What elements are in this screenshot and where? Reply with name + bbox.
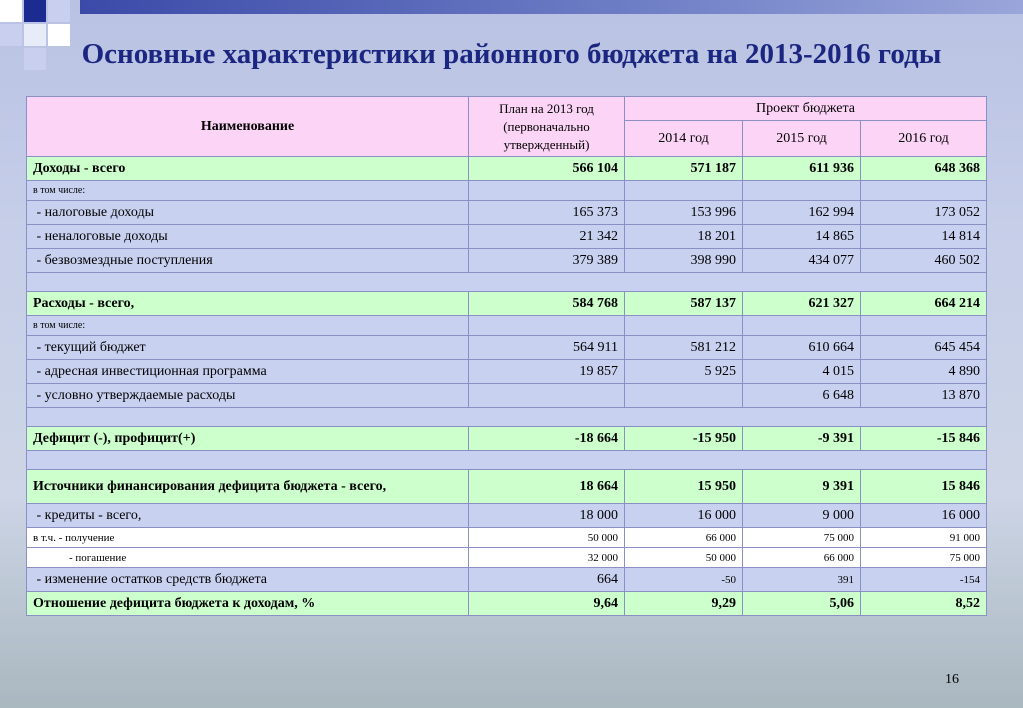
cell-2013: 165 373 [469, 201, 625, 225]
cell-2016: 16 000 [861, 504, 987, 528]
page-number: 16 [945, 672, 959, 687]
cell-2014: 587 137 [625, 292, 743, 316]
cell-2015: 9 391 [743, 470, 861, 504]
cell-2015: 434 077 [743, 249, 861, 273]
row-label: - кредиты - всего, [27, 504, 469, 528]
cell-2014: 581 212 [625, 336, 743, 360]
table-row [27, 225, 987, 249]
decor-square [24, 0, 46, 22]
row-label: - адресная инвестиционная программа [27, 360, 469, 384]
cell-2013: 32 000 [469, 548, 625, 568]
cell-2013: -18 664 [469, 427, 625, 451]
cell-2015: 610 664 [743, 336, 861, 360]
cell-2013 [469, 316, 625, 336]
cell-2016: 460 502 [861, 249, 987, 273]
spacer-row [27, 451, 987, 470]
row-label: - безвозмездные поступления [27, 249, 469, 273]
cell-2013: 18 664 [469, 470, 625, 504]
budget-table [26, 96, 987, 616]
cell-2014: 66 000 [625, 528, 743, 548]
table-row [27, 470, 987, 504]
cell-2013 [469, 181, 625, 201]
cell-2014 [625, 384, 743, 408]
cell-2016: 8,52 [861, 592, 987, 616]
cell-2014: 15 950 [625, 470, 743, 504]
cell-2014: 50 000 [625, 548, 743, 568]
cell-2015: 391 [743, 568, 861, 592]
cell-2016 [861, 316, 987, 336]
table-row [27, 504, 987, 528]
table-row [27, 181, 987, 201]
table-row [27, 427, 987, 451]
cell-2014 [625, 316, 743, 336]
cell-2014: 398 990 [625, 249, 743, 273]
table-row [27, 201, 987, 225]
table-row [27, 336, 987, 360]
table-row [27, 157, 987, 181]
cell-2016: 91 000 [861, 528, 987, 548]
table-row [27, 548, 987, 568]
table-row [27, 249, 987, 273]
row-label: Отношение дефицита бюджета к доходам, % [27, 592, 469, 616]
cell-2016: 13 870 [861, 384, 987, 408]
cell-2013: 566 104 [469, 157, 625, 181]
cell-2015 [743, 181, 861, 201]
cell-2016: 75 000 [861, 548, 987, 568]
cell-2016: 645 454 [861, 336, 987, 360]
top-decor-bar [80, 0, 1023, 14]
cell-2013: 564 911 [469, 336, 625, 360]
cell-2014: 16 000 [625, 504, 743, 528]
decor-square [48, 0, 70, 22]
cell-2015 [743, 316, 861, 336]
cell-2015: 9 000 [743, 504, 861, 528]
cell-2014: 571 187 [625, 157, 743, 181]
row-label: - погашение [27, 548, 469, 568]
cell-2016: 648 368 [861, 157, 987, 181]
cell-2016: -15 846 [861, 427, 987, 451]
row-label: - налоговые доходы [27, 201, 469, 225]
row-label: в том числе: [27, 181, 469, 201]
page-title: Основные характеристики районного бюджета на 2013-2016 годы [81, 38, 942, 70]
cell-2016: 664 214 [861, 292, 987, 316]
cell-2013: 664 [469, 568, 625, 592]
cell-2015: 4 015 [743, 360, 861, 384]
cell-2015: 162 994 [743, 201, 861, 225]
row-label: Доходы - всего [27, 157, 469, 181]
header-2014: 2014 год [625, 121, 743, 157]
row-label: Дефицит (-), профицит(+) [27, 427, 469, 451]
cell-2016: 15 846 [861, 470, 987, 504]
row-label: в том числе: [27, 316, 469, 336]
cell-2015: 6 648 [743, 384, 861, 408]
table-row [27, 384, 987, 408]
cell-2014: 153 996 [625, 201, 743, 225]
cell-2014: 9,29 [625, 592, 743, 616]
cell-2016: 4 890 [861, 360, 987, 384]
cell-2015: 611 936 [743, 157, 861, 181]
header-project: Проект бюджета [625, 97, 987, 121]
table-row [27, 292, 987, 316]
row-label: Источники финансирования дефицита бюджета - всего, [27, 470, 469, 504]
cell-2015: 5,06 [743, 592, 861, 616]
row-label: - условно утверждаемые расходы [27, 384, 469, 408]
header-2016: 2016 год [861, 121, 987, 157]
table-row [27, 528, 987, 548]
cell-2014: -15 950 [625, 427, 743, 451]
cell-2014: -50 [625, 568, 743, 592]
cell-2013: 50 000 [469, 528, 625, 548]
row-label: в т.ч. - получение [27, 528, 469, 548]
cell-2015: 14 865 [743, 225, 861, 249]
cell-2014 [625, 181, 743, 201]
cell-2014: 18 201 [625, 225, 743, 249]
cell-2013: 19 857 [469, 360, 625, 384]
header-2015: 2015 год [743, 121, 861, 157]
cell-2013: 379 389 [469, 249, 625, 273]
cell-2016: 173 052 [861, 201, 987, 225]
cell-2016: -154 [861, 568, 987, 592]
cell-2013: 584 768 [469, 292, 625, 316]
spacer-row [27, 273, 987, 292]
header-plan-2013: План на 2013 год (первоначально утвержденный) [469, 97, 625, 157]
cell-2015: -9 391 [743, 427, 861, 451]
cell-2016 [861, 181, 987, 201]
table-row [27, 592, 987, 616]
row-label: - текущий бюджет [27, 336, 469, 360]
header-name: Наименование [27, 97, 469, 157]
decor-square [0, 0, 22, 22]
cell-2013 [469, 384, 625, 408]
cell-2016: 14 814 [861, 225, 987, 249]
row-label: - неналоговые доходы [27, 225, 469, 249]
cell-2013: 18 000 [469, 504, 625, 528]
cell-2014: 5 925 [625, 360, 743, 384]
row-label: Расходы - всего, [27, 292, 469, 316]
cell-2013: 21 342 [469, 225, 625, 249]
spacer-row [27, 408, 987, 427]
cell-2015: 621 327 [743, 292, 861, 316]
table-row [27, 360, 987, 384]
row-label: - изменение остатков средств бюджета [27, 568, 469, 592]
cell-2015: 66 000 [743, 548, 861, 568]
table-row [27, 316, 987, 336]
cell-2013: 9,64 [469, 592, 625, 616]
table-row [27, 568, 987, 592]
cell-2015: 75 000 [743, 528, 861, 548]
